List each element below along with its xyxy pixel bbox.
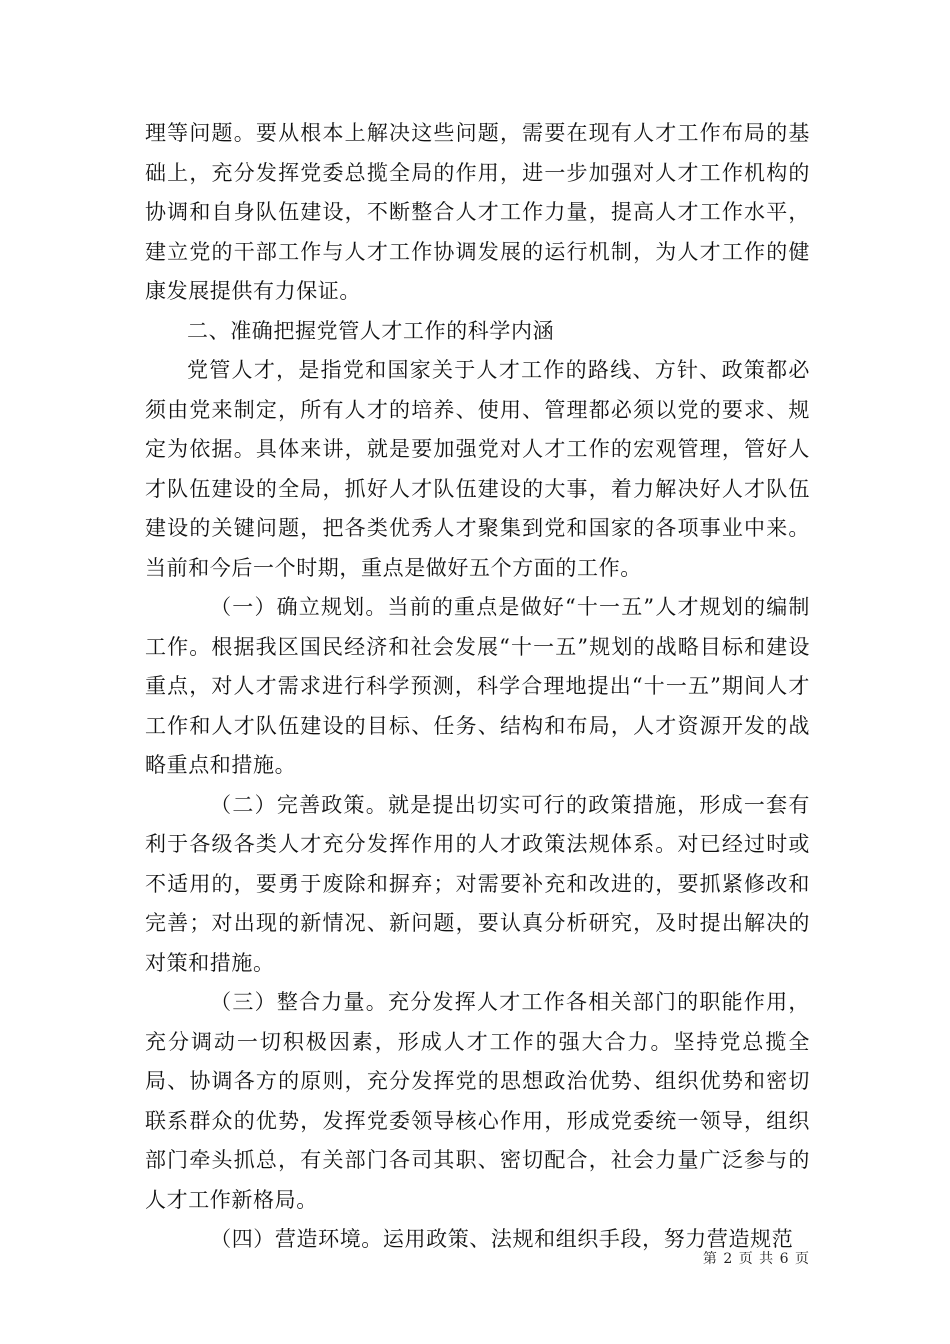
paragraph-item-4: （四）营造环境。运用政策、法规和组织手段，努力营造规范 xyxy=(210,1227,794,1251)
page-number: 第 2 页 共 6 页 xyxy=(702,1251,810,1267)
page-footer xyxy=(700,1248,810,1268)
paragraph-item-2: （二）完善政策。就是提出切实可行的政策措施，形成一套有利于各级各类人才充分发挥作用的人才政策法规体系。对已经过时或不适用的，要勇于废除和摒弃；对需要补充和改进的，要抓紧修改和完善；对出现的新情况、新问题，要认真分析研究，及时提出解决的对策和措施。 xyxy=(145,792,810,975)
section-heading: 二、准确把握党管人才工作的科学内涵 xyxy=(187,318,555,343)
paragraph-item-1: （一）确立规划。当前的重点是做好“十一五”人才规划的编制工作。根据我区国民经济和社会发展“十一五”规划的战略目标和建设重点，对人才需求进行科学预测，科学合理地提出“十一五”期间人才工作和人才队伍建设的目标、任务、结构和布局，人才资源开发的战略重点和措施。 xyxy=(145,595,810,777)
paragraph-continuation: 理等问题。要从根本上解决这些问题，需要在现有人才工作布局的基础上，充分发挥党委总揽全局的作用，进一步加强对人才工作机构的协调和自身队伍建设，不断整合人才工作力量，提高人才工作水平，建立党的干部工作与人才工作协调发展的运行机制，为人才工作的健康发展提供有力保证。 xyxy=(145,121,810,303)
paragraph-definition: 党管人才，是指党和国家关于人才工作的路线、方针、政策都必须由党来制定，所有人才的培养、使用、管理都必须以党的要求、规定为依据。具体来讲，就是要加强党对人才工作的宏观管理，管好人才队伍建设的全局，抓好人才队伍建设的大事，着力解决好人才队伍建设的关键问题，把各类优秀人才聚集到党和国家的各项事业中来。当前和今后一个时期，重点是做好五个方面的工作。 xyxy=(145,358,810,580)
paragraph-item-3: （三）整合力量。充分发挥人才工作各相关部门的职能作用，充分调动一切积极因素，形成人才工作的强大合力。坚持党总揽全局、协调各方的原则，充分发挥党的思想政治优势、组织优势和密切联系群众的优势，发挥党委领导核心作用，形成党委统一领导，组织部门牵头抓总，有关部门各司其职、密切配合，社会力量广泛参与的人才工作新格局。 xyxy=(145,990,810,1212)
body-text xyxy=(145,114,810,1260)
